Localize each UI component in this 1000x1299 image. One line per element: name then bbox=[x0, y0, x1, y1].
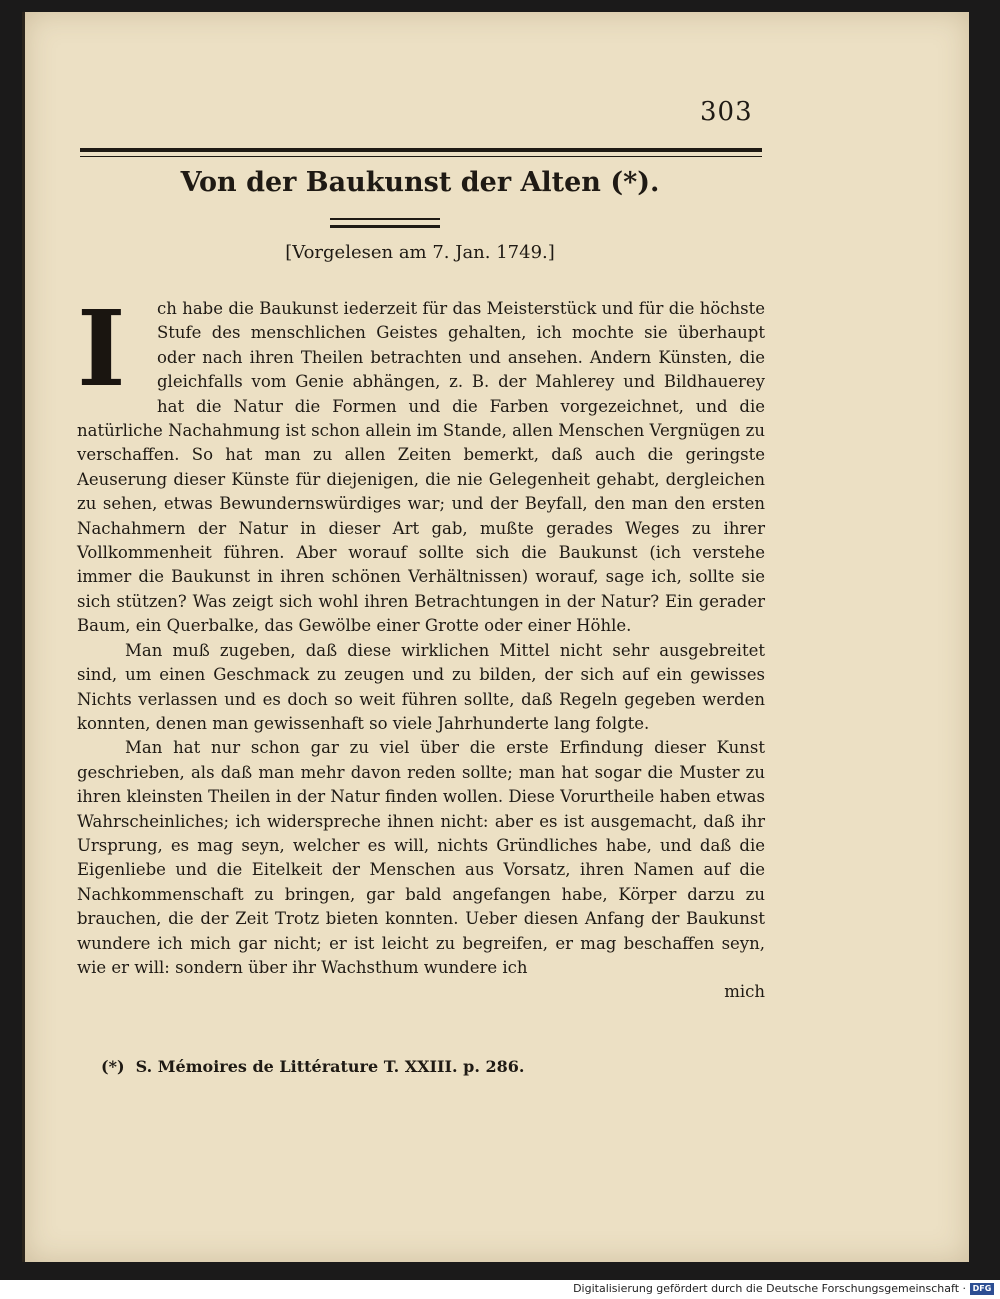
book-page bbox=[22, 12, 969, 1262]
header-rule-thin bbox=[80, 156, 762, 157]
page-number: 303 bbox=[700, 97, 753, 127]
digitization-credit: Digitalisierung gefördert durch die Deutsche Forschungsgemeinschaft · bbox=[573, 1282, 966, 1295]
footnote-marker: (*) bbox=[101, 1057, 125, 1076]
footnote bbox=[101, 1057, 761, 1076]
paragraph-1-text: ch habe die Baukunst iederzeit für das Meisterstück und für die höchste Stufe des menschlichen Geistes gehalten, ich mochte sie überhaupt oder nach ihren Theilen betrachten und ansehen. Andern Künsten, die gleichfalls vom Genie abhängen, z. B. der Mahlerey und Bildhauerey hat die Natur die Formen und die Farben vorgezeichnet, und die natürliche Nachahmung ist schon allein im Stande, allen Menschen Vergnügen zu verschaffen. So hat man zu allen Zeiten bemerkt, daß auch die geringste Aeuserung dieser Künste für diejenigen, die nie Gelegenheit gehabt, dergleichen zu sehen, etwas Bewundernswürdiges war; und der Beyfall, den man den ersten Nachahmern der Natur in dieser Art gab, mußte gerades Weges zu ihrer Vollkommenheit führen. Aber worauf sollte sich die Baukunst (ich verstehe immer die Baukunst in ihren schönen Verhältnissen) worauf, sage ich, sollte sie sich stützen? Was zeigt sich wohl ihren Betrachtungen in der Natur? Ein gerader Baum, ein Querbalke, das Gewölbe einer Grotte oder einer Höhle. bbox=[77, 299, 765, 636]
drop-cap: I bbox=[77, 287, 126, 410]
footnote-text: S. Mémoires de Littérature T. XXIII. p. 286. bbox=[135, 1057, 525, 1076]
paragraph-2: Man muß zugeben, daß diese wirklichen Mittel nicht sehr ausgebreitet sind, um einen Geschmack zu zeugen und zu bilden, der sich auf ein gewisses Nichts verlassen und es doch so weit führen sollte, daß Regeln gegeben werden konnten, denen man gewissenhaft so viele Jahrhunderte lang folgte. bbox=[77, 640, 765, 733]
paragraph-1 bbox=[77, 287, 765, 639]
reading-date: [Vorgelesen am 7. Jan. 1749.] bbox=[285, 242, 555, 263]
body-text bbox=[77, 287, 765, 1005]
paragraph-3: Man hat nur schon gar zu viel über die erste Erfindung dieser Kunst geschrieben, als daß man mehr davon reden sollte; man hat sogar die Muster zu ihren kleinsten Theilen in der Natur finden wollen. Diese Vorurtheile haben etwas Wahrscheinliches; ich widerspreche ihnen nicht: aber es ist ausgemacht, daß ihr Ursprung, es mag seyn, welcher es will, nichts Gründliches habe, und daß die Eigenliebe und die Eitelkeit der Menschen aus Vorsatz, ihren Namen auf die Nachkommenschaft zu bringen, gar bald angefangen habe, Körper darzu zu brauchen, die der Zeit Trotz bieten konnten. Ueber diesen Anfang der Baukunst wundere ich mich gar nicht; er ist leicht zu begreifen, er mag beschaffen seyn, wie er will: sondern über ihr Wachsthum wundere ich bbox=[77, 738, 765, 977]
dfg-logo: DFG bbox=[970, 1283, 994, 1295]
title-rule-lower bbox=[330, 225, 440, 228]
page-title: Von der Baukunst der Alten (*). bbox=[180, 167, 660, 198]
catchword: mich bbox=[724, 982, 765, 1002]
header-rule-thick bbox=[80, 148, 762, 152]
title-rule-upper bbox=[330, 218, 440, 220]
